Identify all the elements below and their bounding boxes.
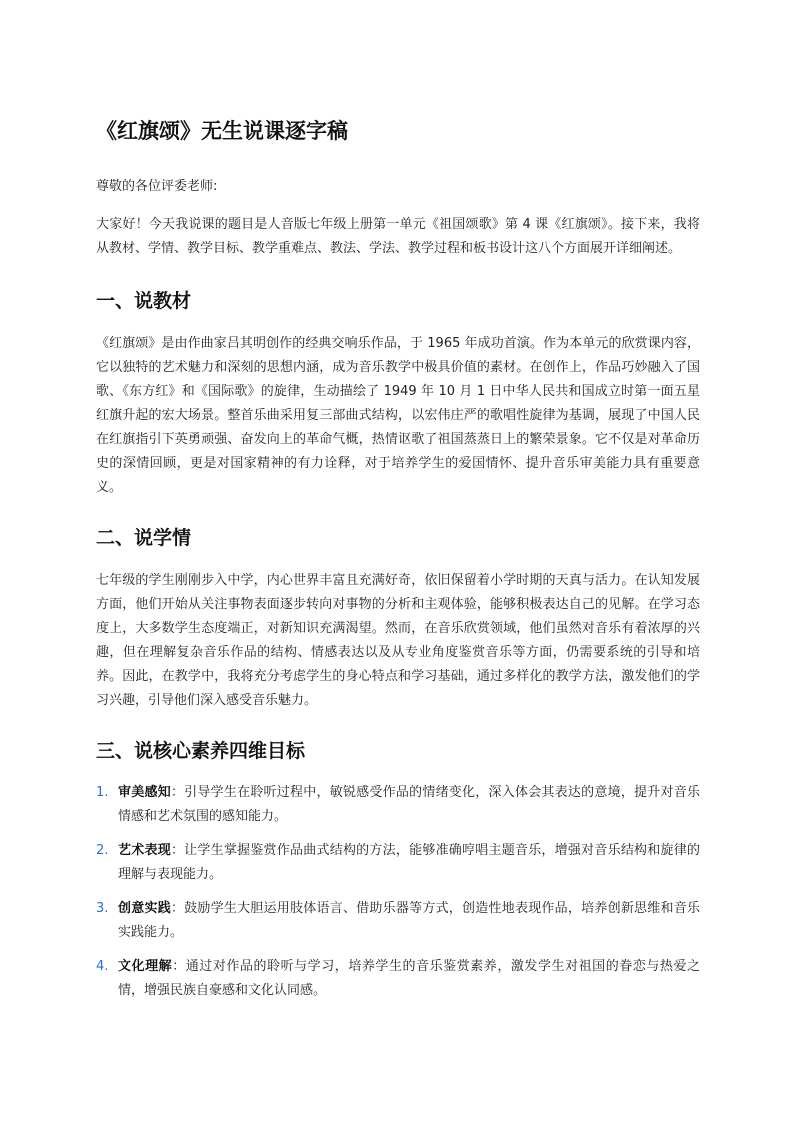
list-item: [96, 839, 700, 887]
section-goals: [96, 739, 700, 1004]
goal-text: ：鼓励学生大胆运用肢体语言、借助乐器等方式，创造性地表现作品，培养创新思维和音乐实践能力。: [118, 901, 700, 941]
salutation: 尊敬的各位评委老师:: [96, 179, 218, 195]
list-number: 3.: [96, 901, 109, 917]
list-number: 2.: [96, 843, 109, 859]
goal-text: ：让学生掌握鉴赏作品曲式结构的方法，能够准确哼唱主题音乐，增强对音乐结构和旋律的理解与表现能力。: [118, 843, 700, 883]
goal-term: 创意实践: [118, 901, 171, 917]
section-heading: 二、说学情: [96, 526, 192, 549]
goal-term: 艺术表现: [118, 843, 171, 859]
list-item: [96, 781, 700, 829]
goal-term: 审美感知: [118, 785, 171, 801]
goal-text: ：通过对作品的聆听与学习，培养学生的音乐鉴赏素养，激发学生对祖国的眷恋与热爱之情，增强民族自豪感和文化认同感。: [118, 959, 700, 999]
intro-paragraph: 大家好！今天我说课的题目是人音版七年级上册第一单元《祖国颂歌》第 4 课《红旗颂》。接下来，我将从教材、学情、教学目标、教学重难点、教法、学法、教学过程和板书设计这八个方面展开详细阐述。: [96, 217, 700, 257]
document-content: [96, 118, 700, 1029]
goal-text: ：引导学生在聆听过程中，敏锐感受作品的情绪变化，深入体会其表达的意境，提升对音乐情感和艺术氛围的感知能力。: [118, 785, 700, 825]
section-heading: 三、说核心素养四维目标: [96, 739, 306, 762]
list-number: 4.: [96, 959, 109, 975]
section-textbook: [96, 289, 700, 500]
section-body: 《红旗颂》是由作曲家吕其明创作的经典交响乐作品，于 1965 年成功首演。作为本单元的欣赏课内容，它以独特的艺术魅力和深刻的思想内涵，成为音乐教学中极具价值的素材。在创作上，作品巧妙融入了国歌、《东方红》和《国际歌》的旋律，生动描绘了 1949 年 10 月 1 日中华人民共和国成立时第一面五星红旗升起的宏大场景。整首乐曲采用复三部曲式结构，以宏伟庄严的歌唱性旋律为基调，展现了中国人民在红旗指引下英勇顽强、奋发向上的革命气概，热情讴歌了祖国蒸蒸日上的繁荣景象。它不仅是对革命历史的深情回顾，更是对国家精神的有力诠释，对于培养学生的爱国情怀、提升音乐审美能力具有重要意义。: [96, 335, 700, 495]
goals-list: [96, 781, 700, 1003]
list-number: 1.: [96, 785, 109, 801]
page-title: 《红旗颂》无生说课逐字稿: [96, 119, 348, 143]
section-heading: 一、说教材: [96, 290, 192, 313]
list-item: [96, 955, 700, 1003]
section-body: 七年级的学生刚刚步入中学，内心世界丰富且充满好奇，依旧保留着小学时期的天真与活力。在认知发展方面，他们开始从关注事物表面逐步转向对事物的分析和主观体验，能够积极表达自己的见解。在学习态度上，大多数学生态度端正，对新知识充满渴望。然而，在音乐欣赏领域，他们虽然对音乐有着浓厚的兴趣，但在理解复杂音乐作品的结构、情感表达以及从专业角度鉴赏音乐等方面，仍需要系统的引导和培养。因此，在教学中，我将充分考虑学生的身心特点和学习基础，通过多样化的教学方法，激发他们的学习兴趣，引导他们深入感受音乐魅力。: [96, 572, 700, 708]
list-item: [96, 897, 700, 945]
section-students: [96, 526, 700, 713]
goal-term: 文化理解: [118, 959, 173, 975]
